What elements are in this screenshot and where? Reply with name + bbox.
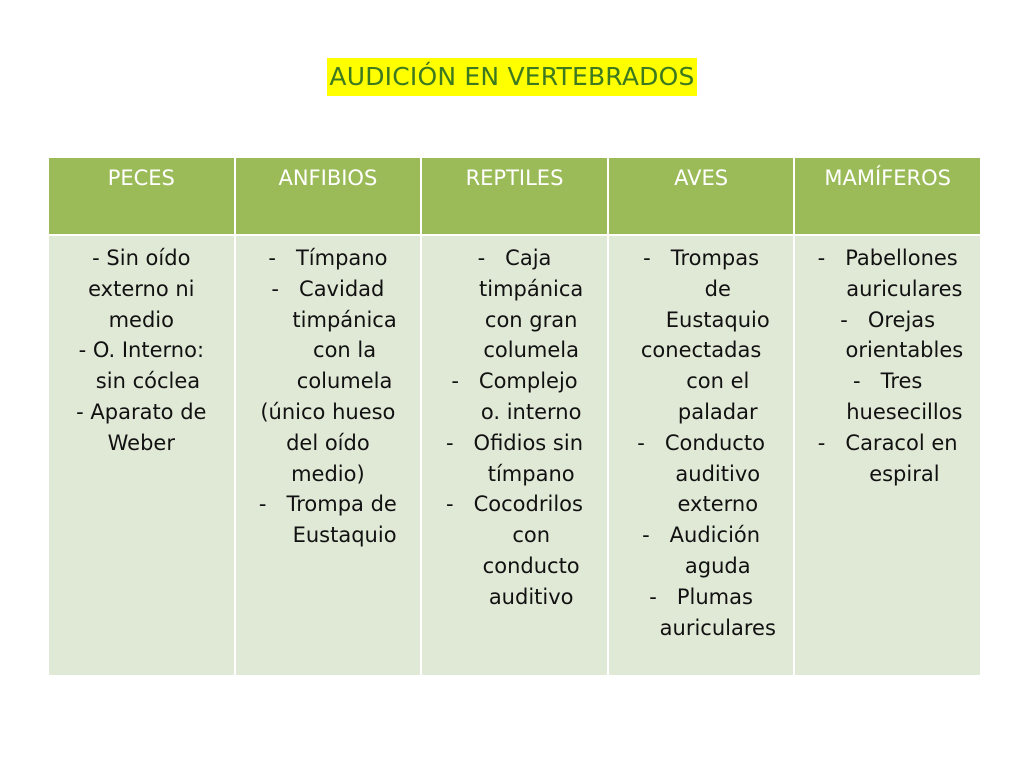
cell-text-line: - Cavidad — [271, 276, 385, 301]
cell-text-line: espiral — [835, 461, 940, 486]
cell-text-line: paladar — [644, 399, 758, 424]
cell-text-line: timpánica — [259, 307, 397, 332]
cell-text-line: columela — [449, 338, 579, 363]
cell-text-line: externo — [644, 492, 759, 517]
cell-text-line: - Ofidios sin — [445, 430, 584, 455]
cell-text-line: auriculares — [812, 276, 963, 301]
cell-text-line: conducto — [449, 553, 580, 578]
cell-text-line: externo ni — [88, 276, 195, 301]
header-row — [48, 157, 981, 235]
page-title: AUDICIÓN EN VERTEBRADOS — [327, 58, 696, 96]
cell-text-line: - Audición — [642, 523, 761, 548]
cell-text-line: - Orejas — [840, 307, 936, 332]
cell-text-line: - Trompas — [643, 246, 760, 270]
cell-text-line: columela — [263, 369, 393, 394]
cell-aves — [608, 235, 795, 676]
cell-text-line: Eustaquio — [259, 523, 397, 548]
cell-text-line: con gran — [451, 307, 578, 332]
header-cell-aves: AVES — [608, 157, 795, 235]
cell-peces — [48, 235, 235, 676]
header-cell-peces: PECES — [48, 157, 235, 235]
cell-text-line: o. interno — [447, 399, 582, 424]
cell-text-line: huesecillos — [812, 399, 963, 424]
cell-text-line: timpánica — [445, 276, 584, 301]
cell-text-line: auditivo — [642, 461, 761, 486]
cell-text-line: de — [671, 276, 731, 301]
cell-text-line: medio — [108, 307, 174, 332]
cell-text-line: con — [478, 523, 551, 548]
cell-text-line: - Trompa de — [258, 492, 397, 517]
cell-text-line: - Pabellones — [817, 246, 958, 270]
cell-text-line: Eustaquio — [632, 307, 770, 332]
cell-text-line: - Tres — [852, 369, 923, 394]
cell-text-line: auditivo — [455, 584, 574, 609]
cell-text-line: tímpano — [454, 461, 575, 486]
cell-text-line: - Sin oído — [92, 246, 191, 270]
cell-text-line: sin cóclea — [82, 369, 201, 394]
cell-text-line: - Caracol en — [817, 430, 958, 455]
cell-text-line: orientables — [812, 338, 964, 363]
cell-reptiles — [421, 235, 608, 676]
cell-mamiferos — [794, 235, 981, 676]
cell-text-line: con el — [652, 369, 750, 394]
cell-anfibios — [235, 235, 422, 676]
cell-text-line: conectadas — [640, 338, 762, 363]
header-cell-mamiferos: MAMÍFEROS — [794, 157, 981, 235]
header-cell-anfibios: ANFIBIOS — [235, 157, 422, 235]
cell-text-line: - Complejo — [451, 369, 578, 394]
cell-text-line: (único hueso — [260, 399, 396, 424]
vertebrate-hearing-table — [47, 156, 982, 677]
cell-text-line: auriculares — [626, 615, 776, 640]
body-row — [48, 235, 981, 676]
cell-text-line: - O. Interno: — [78, 338, 205, 363]
cell-text-line: con la — [279, 338, 377, 363]
cell-text-line: del oído — [286, 430, 370, 455]
cell-text-line: aguda — [651, 553, 751, 578]
cell-text-line: - Conducto — [637, 430, 765, 455]
cell-text-line: - Cocodrilos — [446, 492, 583, 517]
cell-text-line: medio) — [291, 461, 365, 486]
cell-text-line: Weber — [107, 430, 175, 455]
cell-text-line: - Caja — [477, 246, 552, 270]
cell-text-line: - Aparato de — [76, 399, 207, 424]
header-cell-reptiles: REPTILES — [421, 157, 608, 235]
cell-text-line: - Plumas — [649, 584, 753, 609]
cell-text-line: - Tímpano — [268, 246, 388, 270]
title-container — [0, 58, 1024, 96]
